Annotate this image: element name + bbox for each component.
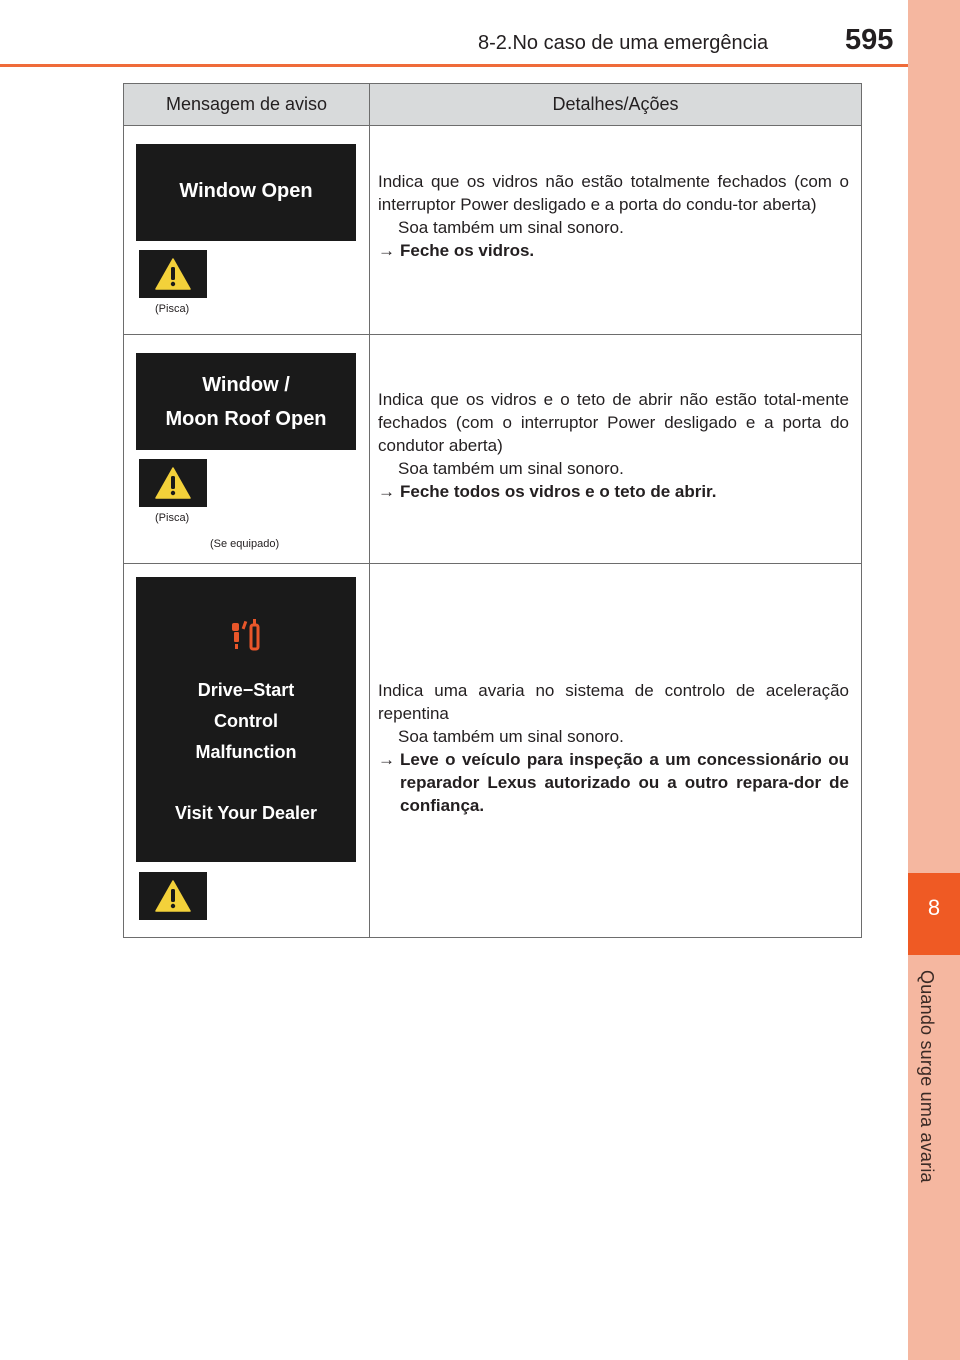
details-cell xyxy=(370,335,861,563)
header-divider xyxy=(0,64,908,67)
table-row xyxy=(124,126,861,335)
action xyxy=(378,239,849,262)
action-text: Feche os vidros. xyxy=(400,241,535,260)
chapter-tab[interactable] xyxy=(908,873,960,955)
details-text xyxy=(378,679,849,817)
arrow-icon: → xyxy=(378,482,395,501)
display-screen-drive-start-control xyxy=(136,577,356,862)
sound-note: Soa também um sinal sonoro. xyxy=(398,218,624,237)
display-text: Control xyxy=(214,711,278,731)
sound-note: Soa também um sinal sonoro. xyxy=(398,459,624,478)
warning-message-table xyxy=(123,83,862,938)
display-text: Visit Your Dealer xyxy=(174,803,318,823)
table-header xyxy=(124,84,861,126)
master-warning-icon xyxy=(139,250,207,298)
warning-message-cell xyxy=(124,564,370,937)
chapter-number: 8 xyxy=(927,895,941,920)
display-screen-window-moon-roof-open xyxy=(136,353,356,450)
action-text: Feche todos os vidros e o teto de abrir. xyxy=(400,482,717,501)
equipped-note: (Se equipado) xyxy=(210,538,280,550)
section-title: 8-2.No caso de uma emergência xyxy=(478,32,769,54)
action-text: Leve o veículo para inspeção a um concessionário ou reparador Lexus autorizado ou a outro repara-dor de confiança. xyxy=(400,750,849,815)
column-header-warning-message: Mensagem de aviso xyxy=(124,84,370,125)
details-text xyxy=(378,170,849,262)
master-warning-icon xyxy=(139,872,207,920)
details-text xyxy=(378,388,849,503)
drive-start-control-icon xyxy=(136,577,356,657)
column-header-details: Detalhes/Ações xyxy=(552,94,679,114)
display-text: Moon Roof Open xyxy=(165,408,327,430)
action xyxy=(378,748,849,817)
description: Indica que os vidros não estão totalmente fechados (com o interruptor Power desligado e a porta do condu-tor aberta) xyxy=(378,172,849,214)
arrow-icon: → xyxy=(378,241,395,260)
description: Indica uma avaria no sistema de controlo de aceleração repentina xyxy=(378,681,849,723)
flash-note: (Pisca) xyxy=(155,303,190,315)
details-cell xyxy=(370,126,861,334)
description: Indica que os vidros e o teto de abrir não estão total-mente fechados (com o interruptor Power desligado e a porta do condutor aberta) xyxy=(378,390,849,455)
display-text: Window Open xyxy=(179,180,313,202)
warning-message-cell xyxy=(124,126,370,334)
table-row xyxy=(124,335,861,564)
master-warning-icon xyxy=(139,459,207,507)
chapter-title: Quando surge uma avaria xyxy=(917,970,937,1183)
sound-note: Soa também um sinal sonoro. xyxy=(398,727,624,746)
display-text: Drive−Start xyxy=(197,680,295,700)
page-number: 595 xyxy=(845,24,894,56)
display-text: Window / xyxy=(202,374,290,396)
details-cell xyxy=(370,564,861,937)
action xyxy=(378,480,849,503)
arrow-icon: → xyxy=(378,750,395,769)
display-screen-window-open xyxy=(136,144,356,241)
table-row xyxy=(124,564,861,937)
display-text: Malfunction xyxy=(195,742,297,762)
flash-note: (Pisca) xyxy=(155,512,190,524)
warning-message-cell xyxy=(124,335,370,563)
